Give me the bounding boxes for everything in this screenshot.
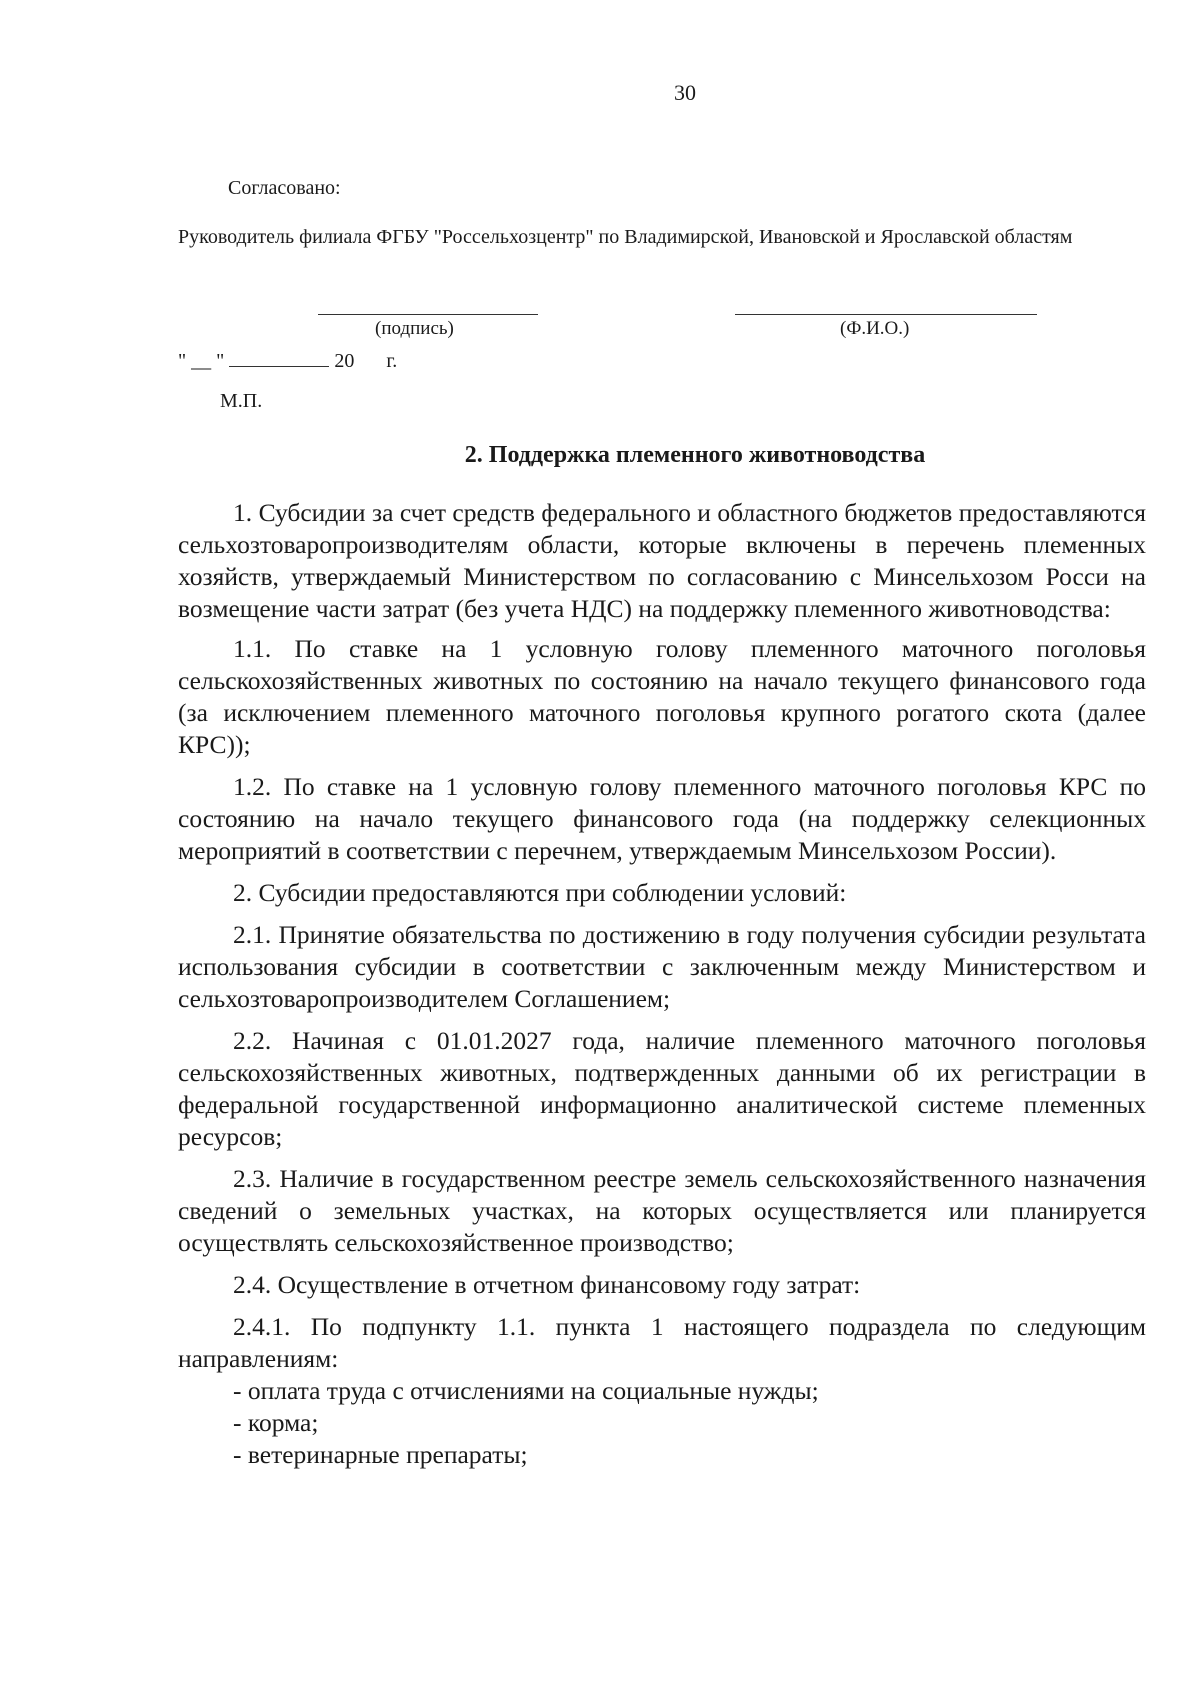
date-day: " __ "	[178, 350, 225, 372]
date-month-blank	[229, 352, 329, 367]
section-title: 2. Поддержка племенного животноводства	[464, 442, 926, 468]
date-year: 20	[334, 350, 355, 372]
paragraph: 2.4. Осуществление в отчетном финансовому году затрат:	[233, 1270, 861, 1299]
paragraph: 1. Субсидии за счет средств федерального и областного бюджетов предоставляются сельхозтоваропроизводителям области, которые включены в перечень племенных хозяйств, утверждаемый Министерством по согласованию с Минсельхозом Росси на возмещение части затрат (без учета НДС) на поддержку племенного животноводства:	[178, 498, 1146, 623]
paragraph: 2.3. Наличие в государственном реестре земель сельскохозяйственного назначения сведений о земельных участках, на которых осуществляется или планируется осуществлять сельскохозяйственное производство;	[178, 1164, 1146, 1257]
list-item: - корма;	[233, 1408, 319, 1437]
section-body	[178, 497, 1146, 1471]
paragraph: 2.4.1. По подпункту 1.1. пункта 1 настоящего подраздела по следующим направлениям:	[178, 1312, 1146, 1373]
list-item: - ветеринарные препараты;	[233, 1440, 528, 1469]
paragraph: 2. Субсидии предоставляются при соблюдении условий:	[233, 878, 847, 907]
page-number: 30	[674, 80, 696, 105]
paragraph: 2.1. Принятие обязательства по достижению в году получения субсидии результата использования субсидии в соответствии с заключенным между Министерством и сельхозтоваропроизводителем Соглашением;	[178, 920, 1146, 1013]
paragraph: 1.2. По ставке на 1 условную голову племенного маточного поголовья КРС по состоянию на начало текущего финансового года (на поддержку селекционных мероприятий в соответствии с перечнем, утверждаемым Минсельхозом России).	[178, 772, 1146, 865]
date-line	[178, 350, 397, 373]
paragraph: 1.1. По ставке на 1 условную голову племенного маточного поголовья сельскохозяйственных животных по состоянию на начало текущего финансового года (за исключением племенного маточного поголовья крупного рогатого скота (далее КРС));	[178, 634, 1146, 759]
date-suffix: г.	[386, 350, 398, 372]
approval-label: Согласовано:	[228, 177, 341, 199]
approver-position: Руководитель филиала ФГБУ "Россельхозцентр" по Владимирской, Ивановской и Ярославской областям	[178, 226, 1073, 248]
list-item: - оплата труда с отчислениями на социальные нужды;	[233, 1376, 819, 1405]
paragraph: 2.2. Начиная с 01.01.2027 года, наличие племенного маточного поголовья сельскохозяйственных животных, подтвержденных данными об их регистрации в федеральной государственной информационно аналитической системе племенных ресурсов;	[178, 1026, 1146, 1151]
name-caption: (Ф.И.О.)	[840, 318, 910, 339]
signature-caption: (подпись)	[375, 318, 454, 339]
signature-line	[318, 314, 538, 315]
stamp-place: М.П.	[220, 390, 263, 412]
name-line	[735, 314, 1037, 315]
